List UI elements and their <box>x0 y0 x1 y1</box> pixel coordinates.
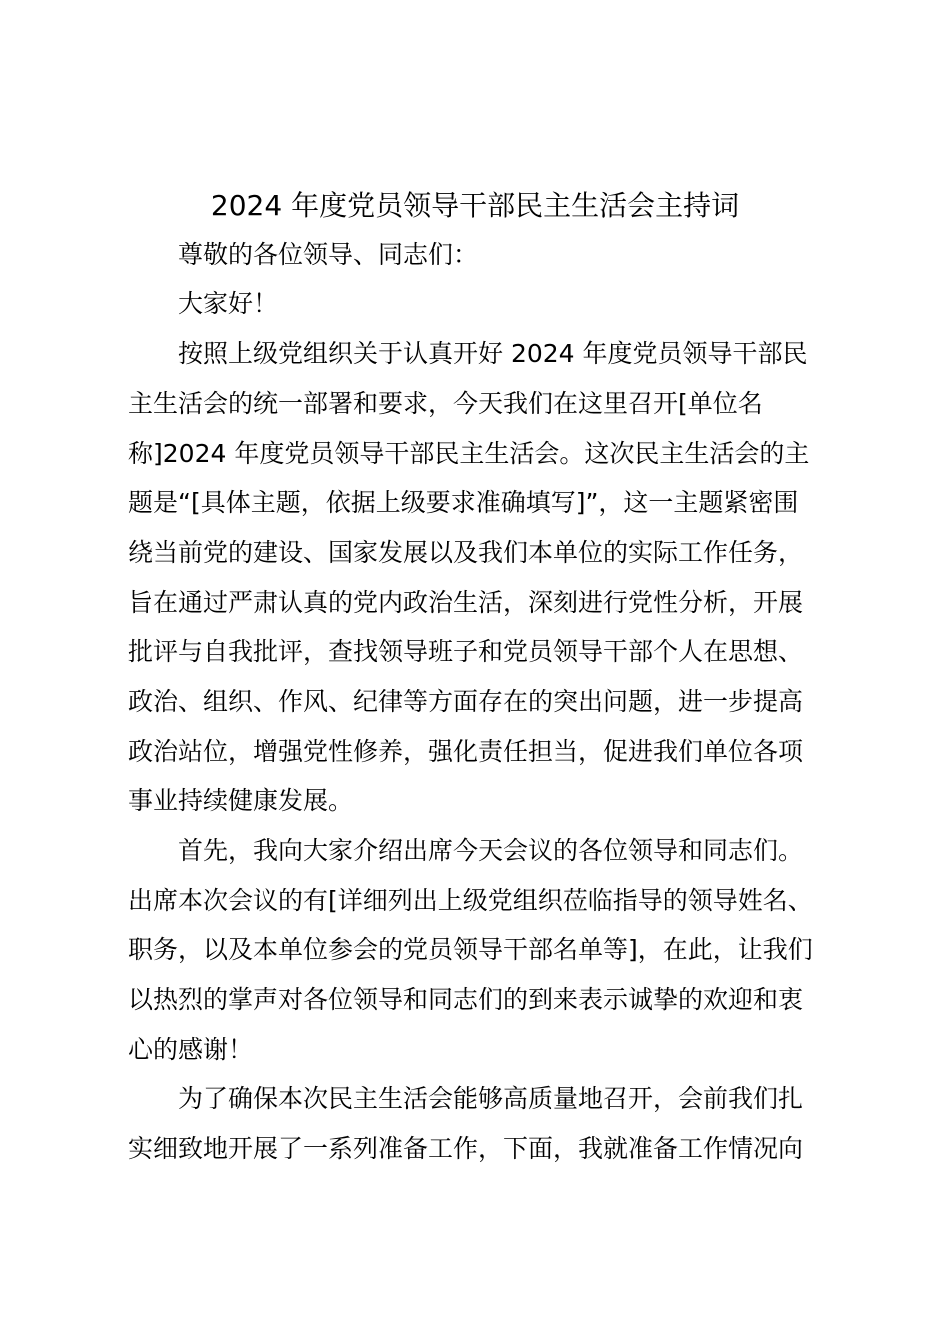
paragraph-3-line-2: 实细致地开展了一系列准备工作，下面，我就准备工作情况向 <box>128 1134 804 1163</box>
paragraph-2-line-4: 以热烈的掌声对各位领导和同志们的到来表示诚挚的欢迎和衷 <box>128 985 804 1014</box>
paragraph-2-line-1: 首先，我向大家介绍出席今天会议的各位领导和同志们。 <box>178 836 804 865</box>
paragraph-1-line-5: 绕当前党的建设、国家发展以及我们本单位的实际工作任务， <box>128 538 804 567</box>
salutation-line: 尊敬的各位领导、同志们： <box>178 240 479 269</box>
paragraph-3-line-1: 为了确保本次民主生活会能够高质量地召开，会前我们扎 <box>178 1084 804 1113</box>
paragraph-1-line-1: 按照上级党组织关于认真开好 2024 年度党员领导干部民 <box>178 339 808 368</box>
paragraph-1-line-7: 批评与自我批评，查找领导班子和党员领导干部个人在思想、 <box>128 637 804 666</box>
greeting-line: 大家好！ <box>178 289 279 318</box>
paragraph-1-line-6: 旨在通过严肃认真的党内政治生活，深刻进行党性分析，开展 <box>128 588 804 617</box>
paragraph-1-line-4: 题是“[具体主题，依据上级要求准确填写]”，这一主题紧密围 <box>128 488 799 517</box>
paragraph-1-line-9: 政治站位，增强党性修养，强化责任担当，促进我们单位各项 <box>128 737 804 766</box>
paragraph-1-line-8: 政治、组织、作风、纪律等方面存在的突出问题，进一步提高 <box>128 687 804 716</box>
paragraph-2-line-2: 出席本次会议的有[详细列出上级党组织莅临指导的领导姓名、 <box>128 886 813 915</box>
paragraph-2-line-5: 心的感谢！ <box>128 1035 254 1064</box>
document-title: 2024 年度党员领导干部民主生活会主持词 <box>210 189 740 222</box>
paragraph-1-line-10: 事业持续健康发展。 <box>128 786 354 815</box>
paragraph-1-line-2: 主生活会的统一部署和要求，今天我们在这里召开[单位名 <box>128 389 763 418</box>
paragraph-1-line-3: 称]2024 年度党员领导干部民主生活会。这次民主生活会的主 <box>128 439 810 468</box>
paragraph-2-line-3: 职务，以及本单位参会的党员领导干部名单等]，在此，让我们 <box>128 935 813 964</box>
